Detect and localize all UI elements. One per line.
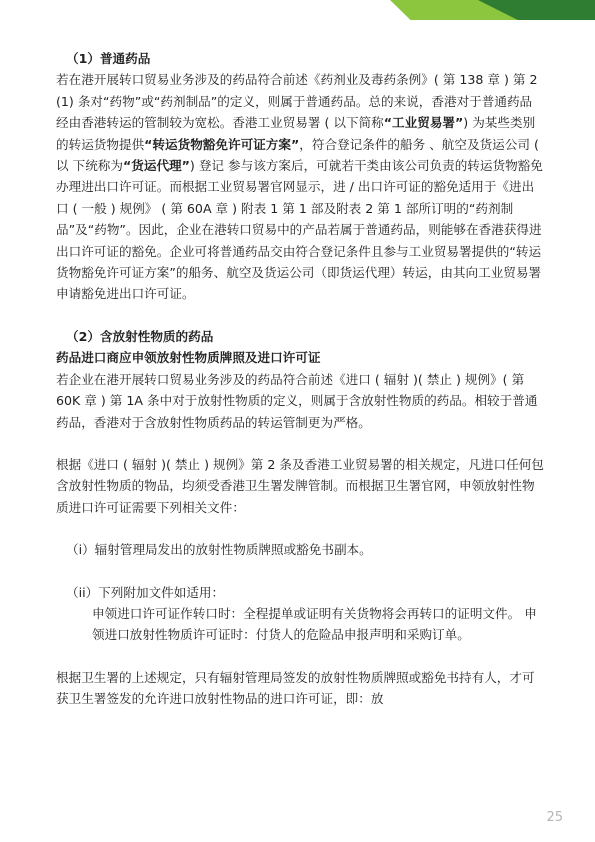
paragraph-general-drugs [56,69,544,304]
list-item-license-copy: （i）辐射管理局发出的放射性物质牌照或豁免书副本。 [66,542,372,558]
section-heading-general-drugs: （1）普通药品 [66,51,151,66]
document-body [56,48,544,710]
text-run: ) 为某些类别的转运货物提供 [56,115,536,152]
paragraph-radioactive-definition: 若企业在港开展转口贸易业务涉及的药品符合前述《进口 ( 辐射 )( 禁止 ) 规例》( 第 60K 章 ) 第 1A 条中对于放射性物质的定义，则属于含放射性物质的药品。相较于普通药品，香港对于含放射性物质药品的转运管制更为严格。 [56,371,538,430]
spacer [56,518,544,539]
paragraph-licensing-requirement: 根据《进口 ( 辐射 )( 禁止 ) 规例》第 2 条及香港工业贸易署的相关规定，凡进口任何包含放射性物质的物品，均须受香港卫生署发牌管制。而根据卫生署官网，申领放射性物质进口许可证需要下列相关文件： [56,456,544,515]
spacer [56,305,544,326]
term-freight-agent: “货运代理” [122,158,190,174]
spacer [56,433,544,454]
text-run: ) 登记 参与该方案后，可就若干类由该公司负责的转运货物豁免办理进出口许可证。而根据工业贸易署官网显示，进 / 出口许可证的豁免适用于《进出口 ( 一般 ) 规例》 ( 第 60A 章 ) 附表 1 第 1 部及附表 2 第 1 部所订明的“药剂制品”及“药物”。因此，企业在港转口贸易中的产品若属于普通药品，则能够在香港获得进出口许可证的豁免。企业可将普通药品交由符合登记条件且参与工业贸易署提供的“转运货物豁免许可证方案”的船务、航空及货运公司（即货运代理）转运，由其向工业贸易署申请豁免进出口许可证。 [56,158,543,302]
paragraph-permit-conclusion: 根据卫生署的上述规定，只有辐射管理局签发的放射性物质牌照或豁免书持有人，才可获卫生署签发的允许进口放射性物品的进口许可证，即：放 [56,669,535,707]
spacer [56,646,544,667]
term-tid: “工业贸易署” [383,115,464,131]
term-exemption-scheme: “转运货物豁免许可证方案” [144,136,300,152]
page-number: 25 [546,810,563,825]
list-item-additional-documents-detail: 申领进口许可证作转口时：全程提单或证明有关货物将会再转口的证明文件。 申领进口放射性物质许可证时：付货人的危险品申报声明和采购订单。 [92,605,537,643]
text-run: 若在港开展转口贸易业务涉及的药品符合前述《药剂业及毒药条例》( 第 138 章 ) 第 2 (1) 条对“药物”或“药剂制品”的定义，则属于普通药品。总的来说，香港对于普通药品经由香港转运的管制较为宽松。香港工业贸易署 ( 以下简称 [56,72,538,131]
section-subheading-license: 药品进口商应申领放射性物质牌照及进口许可证 [56,350,321,366]
spacer [56,561,544,582]
section-heading-radioactive-drugs: （2）含放射性物质的药品 [66,328,214,344]
text-run: ，符合登记条件的船务 、航空及货运公司 ( 以 下统称为 [56,136,539,174]
list-item-additional-documents: （ii）下列附加文件如适用： [66,584,225,600]
